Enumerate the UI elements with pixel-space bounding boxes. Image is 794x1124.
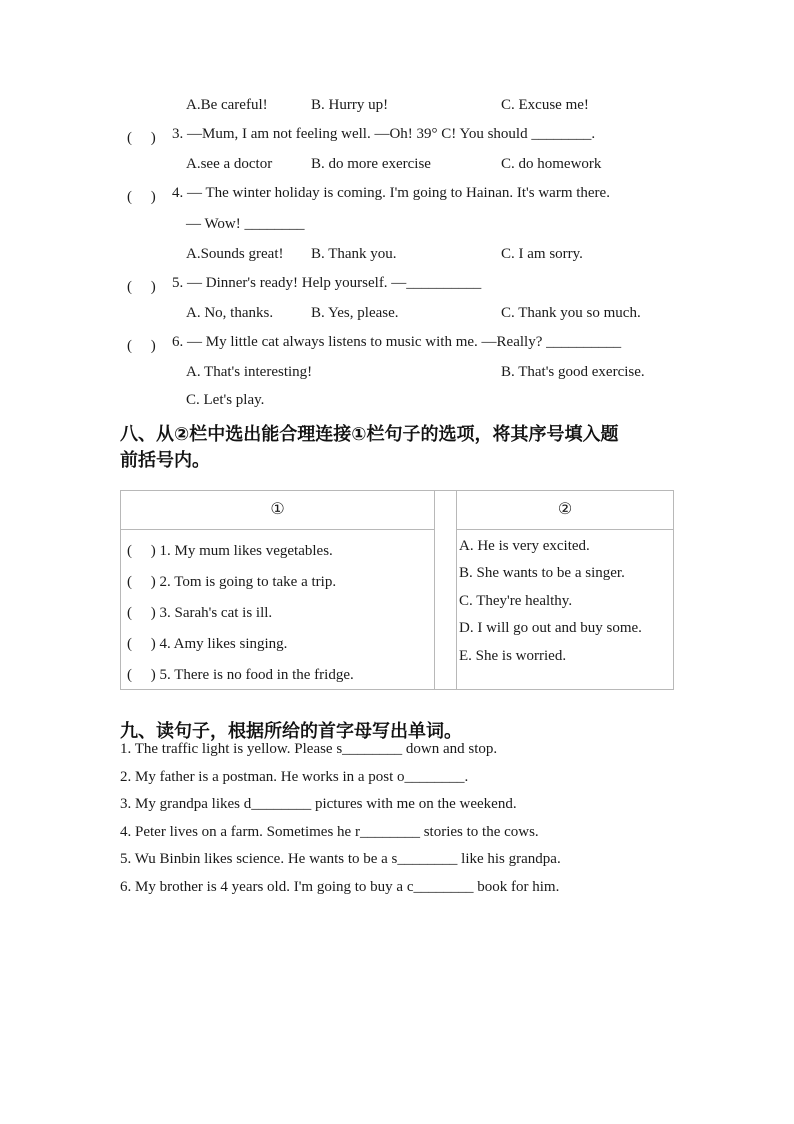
left-item-3[interactable]: ( ) 3. Sarah's cat is ill. <box>127 605 273 621</box>
q3-option-b: B. do more exercise <box>311 156 431 172</box>
q3-answer-paren[interactable]: ( ) <box>127 130 156 146</box>
left-item-5[interactable]: ( ) 5. There is no food in the fridge. <box>127 667 354 683</box>
q3-stem: 3. —Mum, I am not feeling well. —Oh! 39° C! You should ________. <box>172 126 596 142</box>
left-item-4[interactable]: ( ) 4. Amy likes singing. <box>127 636 288 652</box>
q6-option-b: B. That's good exercise. <box>501 364 645 380</box>
column-two-header: ② <box>557 501 573 518</box>
q5-option-c: C. Thank you so much. <box>501 305 641 321</box>
q4-stem: 4. — The winter holiday is coming. I'm going to Hainan. It's warm there. <box>172 185 610 201</box>
right-item-e: E. She is worried. <box>459 648 567 664</box>
column-two-header-divider <box>457 529 673 530</box>
left-item-1[interactable]: ( ) 1. My mum likes vegetables. <box>127 543 333 559</box>
fill-in-item-5[interactable]: 5. Wu Binbin likes science. He wants to be a s________ like his grandpa. <box>120 851 561 867</box>
section8-title-line2: 前括号内。 <box>120 450 210 471</box>
q4-answer-paren[interactable]: ( ) <box>127 189 156 205</box>
q4-option-b: B. Thank you. <box>311 246 397 262</box>
section9-title: 九、读句子，根据所给的首字母写出单词。 <box>120 721 462 742</box>
q4-option-a: A.Sounds great! <box>186 246 284 262</box>
fill-in-item-4[interactable]: 4. Peter lives on a farm. Sometimes he r________ stories to the cows. <box>120 824 539 840</box>
right-item-c: C. They're healthy. <box>459 593 573 609</box>
q5-option-a: A. No, thanks. <box>186 305 274 321</box>
matching-table <box>120 490 674 690</box>
fill-in-item-1[interactable]: 1. The traffic light is yellow. Please s________ down and stop. <box>120 741 498 757</box>
q5-option-b: B. Yes, please. <box>311 305 399 321</box>
column-two <box>457 491 673 689</box>
fill-in-item-3[interactable]: 3. My grandpa likes d________ pictures with me on the weekend. <box>120 796 517 812</box>
left-item-2[interactable]: ( ) 2. Tom is going to take a trip. <box>127 574 337 590</box>
q6-answer-paren[interactable]: ( ) <box>127 338 156 354</box>
q6-option-a: A. That's interesting! <box>186 364 313 380</box>
q5-stem: 5. — Dinner's ready! Help yourself. —__________ <box>172 275 482 291</box>
fill-in-item-6[interactable]: 6. My brother is 4 years old. I'm going to buy a c________ book for him. <box>120 879 560 895</box>
q2-option-c: C. Excuse me! <box>501 97 589 113</box>
q2-option-a: A.Be careful! <box>186 97 268 113</box>
fill-in-item-2[interactable]: 2. My father is a postman. He works in a post o________. <box>120 769 469 785</box>
right-item-d: D. I will go out and buy some. <box>459 620 642 636</box>
q4-stem-reply: — Wow! ________ <box>186 216 305 232</box>
right-item-a: A. He is very excited. <box>459 538 590 554</box>
q3-option-c: C. do homework <box>501 156 602 172</box>
q5-answer-paren[interactable]: ( ) <box>127 279 156 295</box>
column-one-header: ① <box>270 501 285 518</box>
q3-option-a: A.see a doctor <box>186 156 273 172</box>
column-one-header-divider <box>121 529 434 530</box>
right-item-b: B. She wants to be a singer. <box>459 565 625 581</box>
q6-option-c: C. Let's play. <box>186 392 265 408</box>
column-one <box>121 491 435 689</box>
q6-stem: 6. — My little cat always listens to music with me. —Really? __________ <box>172 334 622 350</box>
column-gap <box>435 491 457 689</box>
q4-option-c: C. I am sorry. <box>501 246 583 262</box>
section8-title-line1: 八、从②栏中选出能合理连接①栏句子的选项，将其序号填入题 <box>120 424 619 445</box>
q2-option-b: B. Hurry up! <box>311 97 389 113</box>
